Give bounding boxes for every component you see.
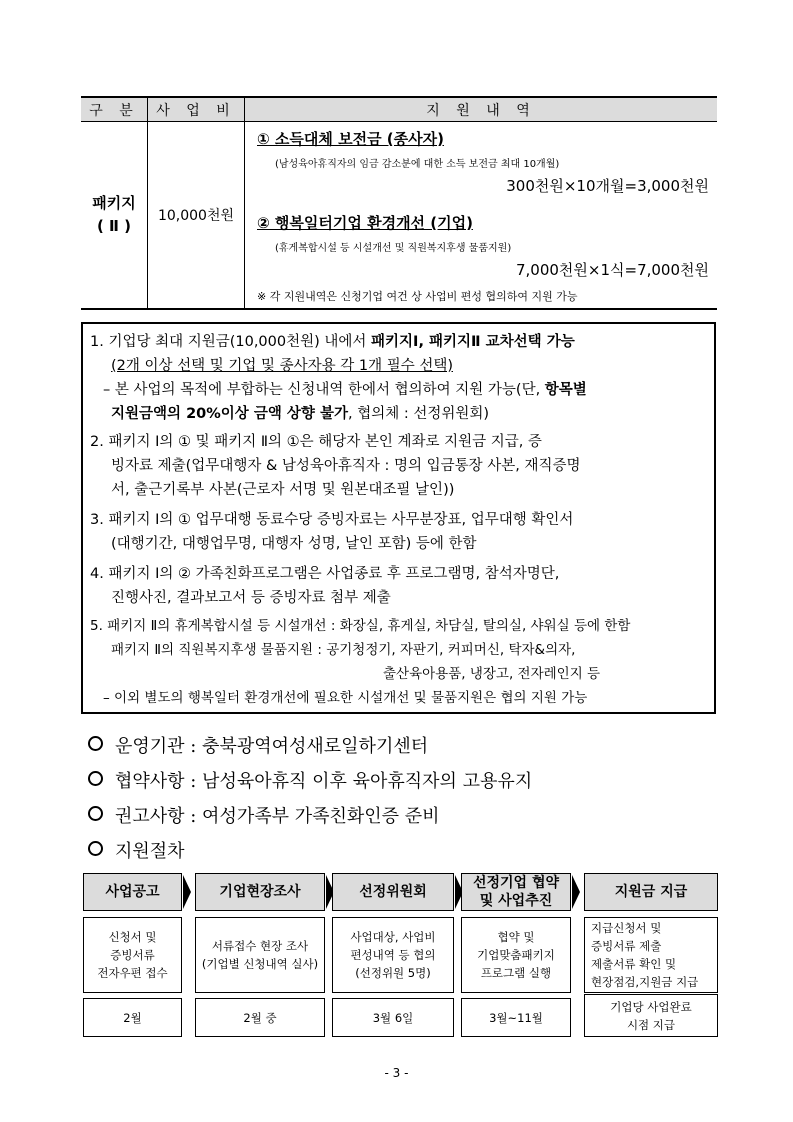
step-5-desc: 지급신청서 및 증빙서류 제출 제출서류 확인 및 현장점검,지원금 지급 — [584, 917, 718, 993]
item-1-title: ① 소득대체 보전금 (종사자) — [257, 130, 444, 148]
bullet-recommendation — [88, 802, 440, 828]
bullet-text: 협약사항 : 남성육아휴직 이후 육아휴직자의 고용유지 — [115, 771, 533, 792]
step-2-desc: 서류접수 현장 조사 (기업별 신청내역 실사) — [195, 917, 325, 993]
step-2-date: 2월 중 — [195, 998, 325, 1037]
bullet-procedure — [88, 837, 185, 863]
arrow-right-icon — [183, 875, 191, 909]
item-2-title: ② 행복일터기업 환경개선 (기업) — [257, 214, 473, 232]
bullet-text: 운영기관 : 충북광역여성새로일하기센터 — [115, 736, 429, 757]
note-4-line-2: 진행사진, 결과보고서 등 증빙자료 첨부 제출 — [111, 590, 391, 606]
circle-bullet-icon — [88, 806, 103, 821]
item-1-sub: (남성육아휴직자의 임금 감소분에 대한 소득 보전금 최대 10개월) — [275, 159, 560, 170]
header-budget: 사 업 비 — [148, 97, 245, 122]
arrow-right-icon — [572, 875, 580, 909]
note-1-limit-bold: 지원금액의 20%이상 금액 상향 불가 — [111, 406, 348, 422]
notes-box — [81, 322, 716, 714]
item-2-sub: (휴게복합시설 등 시설개선 및 직원복지후생 물품지원) — [275, 243, 512, 254]
note-1-line-2: (2개 이상 선택 및 기업 및 종사자용 각 1개 필수 선택) — [111, 358, 453, 374]
table-note: ※ 각 지원내역은 신청기업 여건 상 사업비 편성 협의하여 지원 가능 — [257, 290, 578, 303]
note-1-sub-text: – 본 사업의 목적에 부합하는 신청내역 한에서 협의하여 지원 가능(단, — [103, 382, 545, 398]
note-5-line-1: 5. 패키지 Ⅱ의 휴게복합시설 등 시설개선 : 화장실, 휴게실, 차담실, 탈의실, 샤워실 등에 한함 — [90, 618, 631, 634]
table-header-row — [81, 97, 717, 122]
table-row — [81, 122, 717, 310]
note-1-line-1 — [90, 330, 575, 351]
note-2-line-1: 2. 패키지 Ⅰ의 ① 및 패키지 Ⅱ의 ①은 해당자 본인 계좌로 지원금 지급, 증 — [90, 434, 542, 450]
step-1-title: 사업공고 — [83, 873, 182, 911]
step-1-date: 2월 — [83, 998, 182, 1037]
step-3-desc: 사업대상, 사업비 편성내역 등 협의 (선정위원 5명) — [332, 917, 454, 993]
note-5-line-4: – 이외 별도의 행복일터 환경개선에 필요한 시설개선 및 물품지원은 협의 지원 가능 — [103, 690, 588, 706]
note-2-line-3: 서, 출근기록부 사본(근로자 서명 및 원본대조필 날인)) — [111, 482, 455, 498]
note-1-line-3 — [103, 378, 587, 399]
note-1-text: 1. 기업당 최대 지원금(10,000천원) 내에서 — [90, 334, 372, 350]
note-3-line-2: (대행기간, 대행업무명, 대행자 성명, 날인 포함) 등에 한함 — [111, 536, 477, 552]
note-4-line-1: 4. 패키지 Ⅰ의 ② 가족친화프로그램은 사업종료 후 프로그램명, 참석자명단, — [90, 566, 560, 582]
header-details: 지 원 내 역 — [245, 97, 718, 122]
step-5-date: 기업당 사업완료 시점 지급 — [584, 994, 718, 1037]
circle-bullet-icon — [88, 771, 103, 786]
bullet-operator — [88, 732, 428, 758]
step-1-desc: 신청서 및 증빙서류 전자우편 접수 — [83, 917, 182, 993]
circle-bullet-icon — [88, 841, 103, 856]
step-2-title: 기업현장조사 — [195, 873, 325, 911]
step-3-title: 선정위원회 — [332, 873, 454, 911]
bullet-text: 지원절차 — [115, 841, 185, 862]
bullet-agreement — [88, 767, 532, 793]
category-cell — [81, 122, 148, 310]
note-5-line-3: 출산육아용품, 냉장고, 전자레인지 등 — [383, 666, 601, 682]
note-1-sub-bold: 항목별 — [544, 382, 587, 398]
note-1-line-4 — [111, 402, 489, 423]
item-1-value: 300천원×10개월=3,000천원 — [506, 177, 709, 195]
header-category: 구 분 — [81, 97, 148, 122]
note-1-limit-text: , 협의체 : 선정위원회) — [348, 406, 490, 422]
step-3-date: 3월 6일 — [332, 998, 454, 1037]
category-number: ( Ⅱ ) — [96, 217, 132, 235]
step-5-title: 지원금 지급 — [584, 873, 718, 911]
note-1-bold: 패키지Ⅰ, 패키지Ⅱ 교차선택 가능 — [371, 334, 575, 350]
step-4-title: 선정기업 협약 및 사업추진 — [461, 873, 571, 911]
package-table — [81, 96, 717, 310]
budget-cell: 10,000천원 — [148, 122, 245, 310]
category-name: 패키지 — [92, 194, 136, 212]
page-number: - 3 - — [384, 1066, 409, 1080]
item-2-value: 7,000천원×1식=7,000천원 — [515, 261, 709, 279]
bullet-text: 권고사항 : 여성가족부 가족친화인증 준비 — [115, 806, 440, 827]
circle-bullet-icon — [88, 736, 103, 751]
step-4-desc: 협약 및 기업맞춤패키지 프로그램 실행 — [461, 917, 571, 993]
step-4-date: 3월~11월 — [461, 998, 571, 1037]
note-5-line-2: 패키지 Ⅱ의 직원복지후생 물품지원 : 공기청정기, 자판기, 커피머신, 탁자&의자, — [111, 642, 576, 658]
note-2-line-2: 빙자료 제출(업무대행자 & 남성육아휴직자 : 명의 입금통장 사본, 재직증명 — [111, 458, 581, 474]
note-3-line-1: 3. 패키지 Ⅰ의 ① 업무대행 동료수당 증빙자료는 사무분장표, 업무대행 확인서 — [90, 512, 574, 528]
details-cell — [245, 122, 718, 310]
